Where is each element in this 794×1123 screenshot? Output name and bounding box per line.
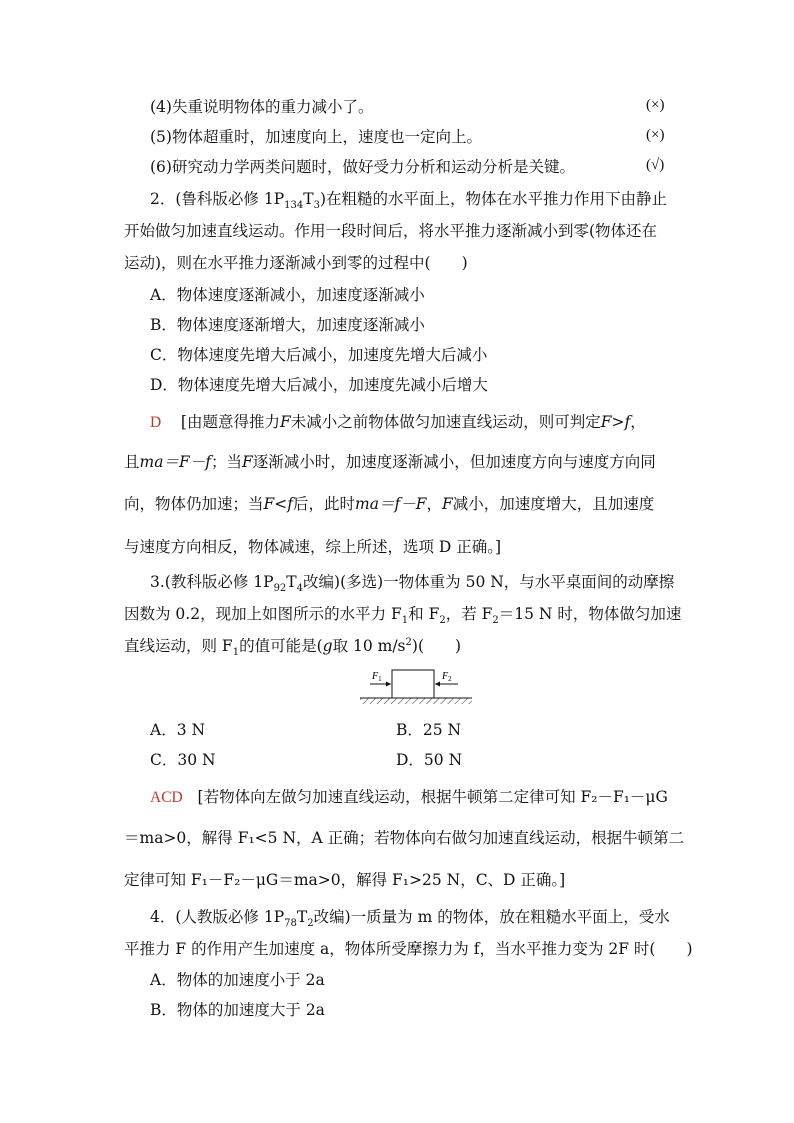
judgment-6-mark: (√): [646, 157, 665, 173]
force-diagram-svg: [360, 664, 472, 708]
q3-option-b: B．25 N: [396, 721, 462, 739]
q2-exp-formula: ma＝F－f: [139, 453, 211, 471]
q2-explanation-line2: [124, 452, 656, 472]
q2-exp-text: ，: [630, 413, 646, 431]
q2-explanation-line4: 与速度方向相反，物体减速，综上所述，选项 D 正确。]: [124, 538, 502, 556]
q3-stem-text: 和 F: [408, 605, 440, 623]
q3-explanation-line1: [150, 787, 668, 808]
f2-arrowhead: [435, 682, 440, 687]
judgment-5-mark: (×): [646, 127, 665, 143]
q2-exp-text: 未减小之前物体做匀加速直线运动，则可判定: [290, 413, 601, 431]
q3-stem-text: 改编)(多选)一物体重为 50 N，与水平桌面间的动摩擦: [303, 573, 675, 591]
q2-exp-var: F<f: [263, 495, 293, 513]
q3-source-page: 92: [273, 583, 287, 595]
q3-explanation-line3: 定律可知 F₁－F₂－μG＝ma>0，解得 F₁>25 N，C、D 正确。]: [124, 871, 566, 889]
q3-stem-text: 直线运动，则 F: [124, 637, 233, 655]
q2-stem-text: )在粗糙的水平面上，物体在水平推力作用下由静止: [319, 190, 668, 208]
q2-option-a: A．物体速度逐渐减小，加速度逐渐减小: [150, 286, 425, 304]
q4-option-b: B．物体的加速度大于 2a: [150, 1001, 325, 1019]
judgment-5: (5)物体超重时，加速度向上，速度也一定向上。: [150, 128, 482, 146]
q2-source-tnum: 3: [313, 200, 320, 212]
q4-number: 4．: [150, 908, 176, 926]
q3-stem-text: 因数为 0.2，现加上如图所示的水平力 F: [124, 605, 402, 623]
q2-explanation-line1: [150, 412, 646, 433]
q2-exp-text: ，: [426, 495, 442, 513]
q3-stem-text: ＝15 N 时，物体做匀加速: [498, 605, 682, 623]
ground-hatch: [360, 698, 472, 704]
q4-stem-line1: [150, 907, 670, 930]
f1-label: $F_1$: [372, 671, 382, 683]
judgment-4-mark: (×): [646, 97, 665, 113]
q2-explanation-line3: [124, 494, 654, 514]
force-diagram: [360, 664, 472, 708]
q2-stem-line1: [150, 189, 668, 212]
q3-stem-text: ，若 F: [445, 605, 493, 623]
q2-option-c: C．物体速度先增大后减小，加速度先增大后减小: [150, 346, 488, 364]
q2-source-t: T: [303, 190, 314, 208]
q2-exp-var: F: [279, 413, 291, 431]
q3-explanation-line2: ＝ma>0，解得 F₁<5 N，A 正确；若物体向右做匀加速直线运动，根据牛顿第二: [124, 829, 685, 847]
q2-option-b: B．物体速度逐渐增大，加速度逐渐减小: [150, 316, 425, 334]
q4-source-page: 78: [284, 918, 297, 930]
q3-sub: 2: [492, 615, 499, 627]
q3-answer: ACD: [150, 789, 183, 806]
q4-option-a: A．物体的加速度小于 2a: [150, 971, 325, 989]
q3-number: 3.: [150, 573, 165, 591]
q3-stem-text: 的值可能是(: [239, 637, 323, 655]
q2-exp-var: F: [441, 495, 453, 513]
q3-option-c: C．30 N: [150, 751, 216, 769]
q3-option-a: A．3 N: [150, 721, 206, 739]
judgment-6: (6)研究动力学两类问题时，做好受力分析和运动分析是关键。: [150, 158, 575, 176]
f2-label: $F_2$: [442, 671, 452, 683]
q3-sup: 2: [405, 636, 412, 648]
q3-source-tnum: 4: [296, 583, 304, 595]
q3-source: (教科版必修 1P: [164, 573, 274, 591]
q2-exp-var: F>f: [600, 413, 631, 431]
q2-source-page: 134: [284, 200, 304, 212]
q2-option-d: D．物体速度先增大后减小，加速度先减小后增大: [150, 376, 488, 394]
q3-sub: 1: [232, 647, 240, 659]
q2-exp-text: ；当: [210, 453, 242, 471]
q2-exp-text: 减小，加速度增大，且加速度: [452, 495, 655, 513]
q2-stem-line2: 开始做匀加速直线运动。作用一段时间后，将水平推力逐渐减小到零(物体还在: [124, 222, 658, 240]
q3-stem-line2: [124, 604, 682, 627]
q2-exp-var: F: [241, 453, 253, 471]
q2-exp-formula: ma＝f－F: [355, 495, 427, 513]
q3-stem-text: 取 10 m/s: [332, 637, 406, 655]
q4-stem-text: 改编)一质量为 m 的物体，放在粗糙水平面上，受水: [313, 908, 670, 926]
q2-number: 2．: [150, 190, 176, 208]
q4-source-t: T: [296, 908, 308, 926]
q4-source-tnum: 2: [307, 918, 314, 930]
q2-exp-text: 且: [124, 453, 140, 471]
q3-option-d: D．50 N: [396, 751, 463, 769]
q4-source: (人教版必修 1P: [175, 908, 285, 926]
q3-source-t: T: [286, 573, 297, 591]
q3-sub: 2: [439, 615, 446, 627]
q2-answer: D: [150, 414, 162, 431]
q2-exp-text: 向，物体仍加速；当: [124, 495, 264, 513]
judgment-4: (4)失重说明物体的重力减小了。: [150, 98, 374, 116]
q3-stem-text: )( ): [411, 637, 462, 655]
q2-exp-text: 后，此时: [293, 495, 356, 513]
q3-sub: 1: [401, 615, 409, 627]
q4-stem-line2: 平推力 F 的作用产生加速度 a，物体所受摩擦力为 f，当水平推力变为 2F 时( ): [124, 940, 693, 958]
block: [392, 670, 434, 698]
q2-exp-text: [由题意得推力: [180, 413, 280, 431]
q3-stem-line1: [150, 572, 675, 595]
q2-exp-text: 逐渐减小时，加速度逐渐减小，但加速度方向与速度方向同: [252, 453, 656, 471]
q3-var-g: g: [322, 637, 333, 655]
q3-stem-line3: [124, 636, 462, 659]
f1-arrowhead: [386, 682, 391, 687]
q3-exp-text: [若物体向左做匀加速直线运动，根据牛顿第二定律可知 F₂－F₁－μG: [197, 788, 668, 806]
q2-source: (鲁科版必修 1P: [175, 190, 285, 208]
q2-stem-line3: 运动)，则在水平推力逐渐减小到零的过程中( ): [124, 254, 468, 272]
